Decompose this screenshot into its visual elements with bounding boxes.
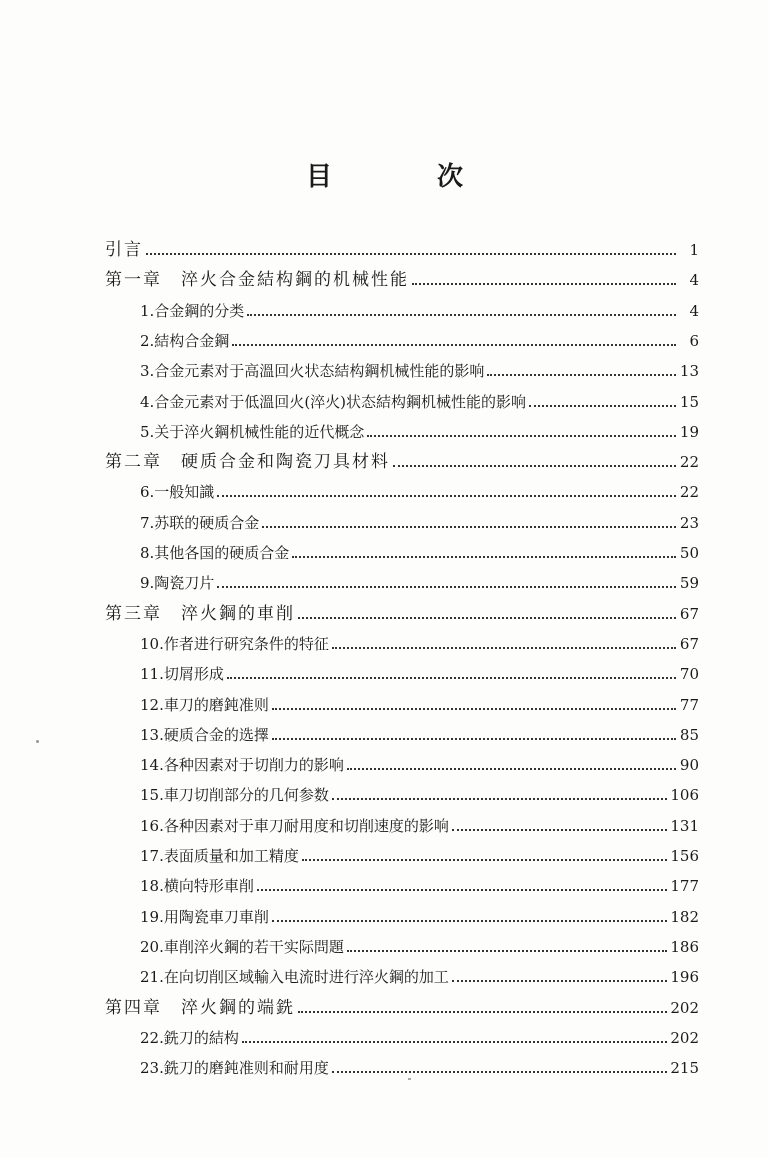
dot-leader bbox=[232, 344, 676, 346]
toc-entry-label: 16.各种因素对于車刀耐用度和切削速度的影响 bbox=[140, 816, 449, 835]
toc-section-entry bbox=[140, 321, 699, 351]
dot-leader bbox=[332, 647, 676, 649]
dot-leader bbox=[487, 374, 676, 376]
toc-section-entry bbox=[140, 745, 699, 775]
toc-section-entry bbox=[140, 533, 699, 563]
toc-page-number: 22 bbox=[679, 483, 699, 502]
dot-leader bbox=[262, 526, 676, 528]
toc-section-entry bbox=[140, 715, 699, 745]
dot-leader bbox=[529, 405, 676, 407]
toc-page-number: 131 bbox=[670, 816, 699, 835]
dot-leader bbox=[242, 1041, 668, 1043]
dot-leader bbox=[452, 829, 668, 831]
dot-leader bbox=[272, 920, 668, 922]
toc-page-number: 67 bbox=[679, 634, 699, 653]
dot-leader bbox=[217, 586, 676, 588]
dot-leader bbox=[332, 1071, 668, 1073]
toc-entry-label: 2.結构合金鋼 bbox=[140, 331, 230, 350]
toc-page-number: 4 bbox=[689, 271, 699, 290]
toc-section-entry bbox=[140, 1018, 699, 1048]
dot-leader bbox=[292, 556, 676, 558]
toc-entry-label: 15.車刀切削部分的几何参数 bbox=[140, 786, 329, 805]
toc-page-number: 6 bbox=[689, 331, 699, 350]
toc-page-number: 77 bbox=[679, 695, 699, 714]
toc-section-entry bbox=[140, 836, 699, 866]
toc-entry-label: 第四章 淬火鋼的端銑 bbox=[105, 997, 295, 1018]
toc-entry-label: 18.横向特形車削 bbox=[140, 877, 254, 896]
toc-entry-label: 20.車削淬火鋼的若干实际問題 bbox=[140, 937, 344, 956]
toc-chapter-entry bbox=[105, 260, 699, 290]
toc-entry-label: 22.銑刀的結构 bbox=[140, 1028, 239, 1047]
dot-leader bbox=[332, 798, 668, 800]
dot-leader bbox=[257, 889, 668, 891]
dot-leader bbox=[298, 617, 676, 619]
toc-page-number: 177 bbox=[670, 877, 699, 896]
toc-section-entry bbox=[140, 351, 699, 381]
toc-entry-label: 9.陶瓷刀片 bbox=[140, 574, 215, 593]
toc-section-entry bbox=[140, 472, 699, 502]
toc-entry-label: 11.切屑形成 bbox=[140, 665, 224, 684]
toc-page-number: 22 bbox=[679, 453, 699, 472]
toc-page-number: 15 bbox=[679, 392, 699, 411]
toc-page-number: 85 bbox=[679, 725, 699, 744]
toc-entry-label: 17.表面质量和加工精度 bbox=[140, 847, 299, 865]
dot-leader bbox=[227, 677, 676, 679]
dot-leader bbox=[452, 980, 668, 982]
toc-entry-label: 引言 bbox=[105, 240, 143, 260]
toc-section-entry bbox=[140, 897, 699, 927]
toc-page-number: 196 bbox=[670, 968, 699, 987]
toc-page-number: 90 bbox=[679, 756, 699, 775]
toc-entry-label: 21.在向切削区域輸入电流时进行淬火鋼的加工 bbox=[140, 968, 449, 987]
toc-page-number: 106 bbox=[670, 786, 699, 805]
toc-page-number: 50 bbox=[679, 544, 699, 562]
toc-page-number: 156 bbox=[670, 847, 699, 865]
toc-entry-label: 14.各种因素对于切削力的影响 bbox=[140, 756, 344, 775]
toc-page-number: 13 bbox=[679, 362, 699, 381]
dot-leader bbox=[272, 738, 676, 740]
toc-chapter-entry bbox=[105, 230, 699, 260]
toc-entry-label: 7.苏联的硬质合金 bbox=[140, 513, 260, 532]
toc-entry-label: 23.銑刀的磨鈍准则和耐用度 bbox=[140, 1059, 329, 1078]
toc-page-number: 202 bbox=[670, 1028, 699, 1047]
toc-entry-label: 第三章 淬火鋼的車削 bbox=[105, 603, 295, 624]
toc-entry-label: 6.一般知識 bbox=[140, 483, 215, 502]
toc-entry-label: 4.合金元素对于低溫回火(淬火)状态結构鋼机械性能的影响 bbox=[140, 392, 527, 411]
toc-entry-label: 5.关于淬火鋼机械性能的近代概念 bbox=[140, 422, 365, 441]
dot-leader bbox=[247, 314, 676, 316]
scan-speck bbox=[36, 740, 39, 743]
dot-leader bbox=[302, 859, 668, 861]
toc-section-entry bbox=[140, 927, 699, 957]
toc-entry-label: 第二章 硬质合金和陶瓷刀具材料 bbox=[105, 452, 390, 473]
toc-section-entry bbox=[140, 806, 699, 836]
toc-section-entry bbox=[140, 624, 699, 654]
toc-entry-label: 3.合金元素对于高溫回火状态結构鋼机械性能的影响 bbox=[140, 362, 485, 381]
toc-page-number: 182 bbox=[670, 907, 699, 926]
toc-chapter-entry bbox=[105, 988, 699, 1018]
page-title: 目 次 bbox=[305, 162, 512, 192]
toc-section-entry bbox=[140, 866, 699, 896]
toc-section-entry bbox=[140, 685, 699, 715]
toc-page-number: 1 bbox=[689, 241, 699, 259]
toc-section-entry bbox=[140, 775, 699, 805]
dot-leader bbox=[393, 465, 676, 467]
toc-entry-label: 1.合金鋼的分类 bbox=[140, 301, 245, 320]
toc-page-number: 215 bbox=[670, 1059, 699, 1078]
toc-section-entry bbox=[140, 957, 699, 987]
toc-entry-label: 13.硬质合金的选擇 bbox=[140, 725, 269, 744]
toc-section-entry bbox=[140, 1048, 699, 1078]
dot-leader bbox=[298, 1011, 667, 1013]
toc-page-number: 186 bbox=[670, 937, 699, 956]
toc-section-entry bbox=[140, 654, 699, 684]
toc-section-entry bbox=[140, 563, 699, 593]
toc-section-entry bbox=[140, 382, 699, 412]
dot-leader bbox=[347, 768, 676, 770]
dot-leader bbox=[367, 435, 676, 437]
scan-speck bbox=[408, 1078, 411, 1080]
toc-entry-label: 8.其他各国的硬质合金 bbox=[140, 544, 290, 562]
dot-leader bbox=[217, 495, 676, 497]
toc-page-number: 67 bbox=[679, 604, 699, 623]
toc-entry-label: 19.用陶瓷車刀車削 bbox=[140, 907, 269, 926]
dot-leader bbox=[272, 708, 676, 710]
toc-section-entry bbox=[140, 503, 699, 533]
dot-leader bbox=[146, 253, 676, 255]
toc-section-entry bbox=[140, 291, 699, 321]
toc-section-entry bbox=[140, 412, 699, 442]
toc-page-number: 4 bbox=[689, 301, 699, 320]
dot-leader bbox=[347, 950, 668, 952]
toc-chapter-entry bbox=[105, 594, 699, 624]
toc-entry-label: 10.作者进行研究条件的特征 bbox=[140, 634, 329, 653]
toc-chapter-entry bbox=[105, 442, 699, 472]
toc-page-number: 70 bbox=[679, 665, 699, 684]
toc-page-number: 23 bbox=[679, 513, 699, 532]
dot-leader bbox=[412, 283, 676, 285]
toc-entry-label: 第一章 淬火合金結构鋼的机械性能 bbox=[105, 270, 409, 291]
toc-page-number: 202 bbox=[670, 998, 699, 1017]
toc-page-number: 19 bbox=[679, 422, 699, 441]
toc-page-number: 59 bbox=[679, 574, 699, 593]
toc-entry-label: 12.車刀的磨鈍准则 bbox=[140, 695, 269, 714]
